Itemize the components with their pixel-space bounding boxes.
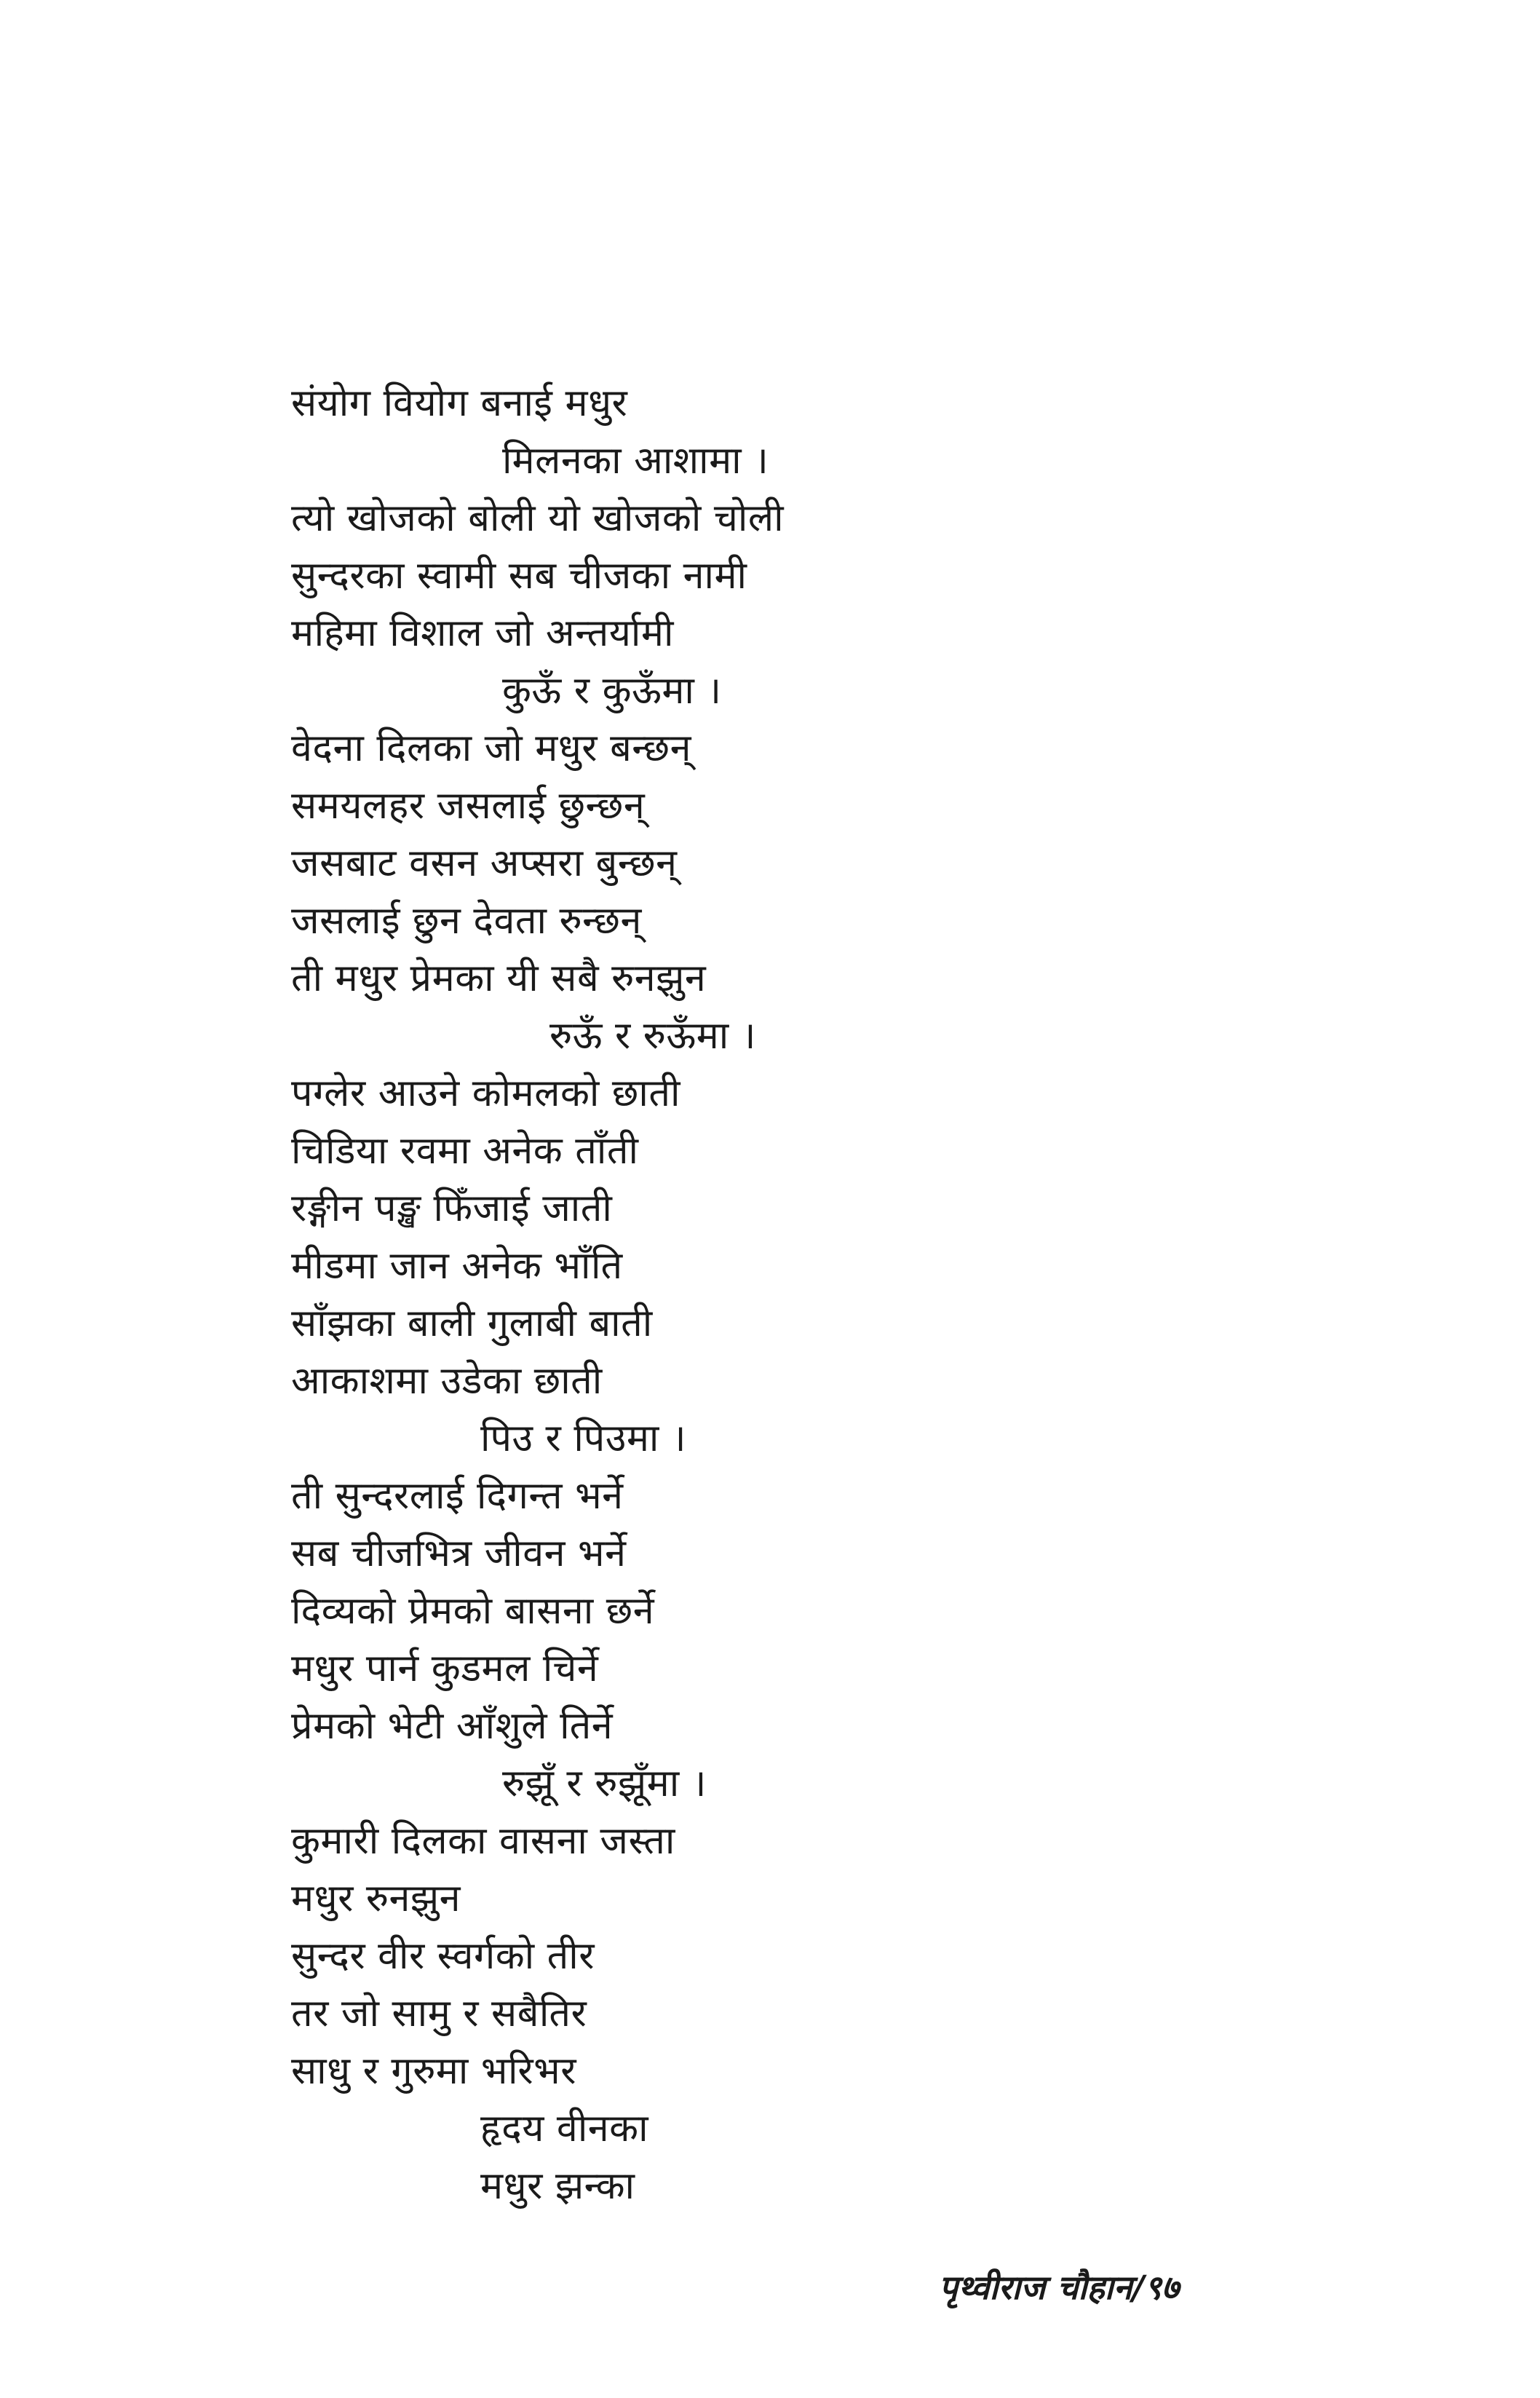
poem-line-18: आकाशमा उडेका छाती (291, 1359, 603, 1403)
poem-line-11: ती मधुर प्रेमका यी सबै रुनझुन (291, 957, 707, 1000)
poem-line-5: महिमा विशाल जो अन्तर्यामी (291, 612, 674, 655)
poem-line-16: मीडमा जान अनेक भाँति (291, 1244, 623, 1288)
poem-line-27: मधुर रुनझुन (291, 1877, 461, 1920)
poem-line-24: प्रेमको भेटी आँशुले तिर्ने (291, 1704, 614, 1748)
poem-line-2: मिलनका आशामा । (502, 439, 769, 483)
poem-line-29: तर जो सामु र सबैतिर (291, 1992, 587, 2035)
poem-line-30: साधु र गुरुमा भरिभर (291, 2049, 577, 2093)
poem-line-32: मधुर झन्का (480, 2164, 635, 2208)
poem-line-21: सब चीजभित्र जीवन भर्ने (291, 1532, 627, 1575)
poem-line-19: पिउ र पिउमा । (480, 1417, 687, 1460)
poem-line-13: पग्लेर आउने कोमलको छाती (291, 1072, 680, 1115)
page-footer: पृथ्वीराज चौहान/९७ (939, 2268, 1179, 2307)
poem-line-3: त्यो खोजको बोली यो खोजको चोली (291, 496, 785, 540)
poem-line-20: ती सुन्दरलाई दिगन्त भर्ने (291, 1474, 624, 1518)
poem-line-31: हृदय वीनका (480, 2107, 649, 2150)
poem-line-8: समयलहर जसलाई छुन्छन् (291, 784, 646, 828)
poem-line-4: सुन्दरका स्वामी सब चीजका नामी (291, 554, 747, 598)
poem-line-26: कुमारी दिलका वासना जस्ता (291, 1819, 675, 1863)
poem-line-14: चिडिया रवमा अनेक ताँती (291, 1129, 639, 1173)
poem-body (291, 375, 1383, 2215)
poem-line-12: रुऊँ र रुऊँमा । (549, 1014, 756, 1058)
poem-line-7: वेदना दिलका जो मधुर बन्छन् (291, 727, 691, 770)
poem-line-6: कुऊँ र कुऊँमा । (502, 669, 722, 713)
poem-line-9: जसबाट वसन अप्सरा बुन्छन् (291, 842, 678, 885)
poem-line-23: मधुर पार्न कुडमल चिर्ने (291, 1647, 599, 1690)
poem-line-17: साँझका बाली गुलाबी बाती (291, 1302, 653, 1345)
poem-line-25: रुझूँ र रुझूँमा । (502, 1762, 707, 1805)
poem-line-10: जसलाई छुन देवता रुन्छन् (291, 899, 642, 943)
poem-line-22: दिव्यको प्रेमको बासना छर्ने (291, 1589, 655, 1633)
poem-line-15: रङ्गीन पङ्ख फिँजाई जाती (291, 1187, 613, 1230)
poem-line-1: संयोग वियोग बनाई मधुर (291, 381, 628, 425)
poem-line-28: सुन्दर वीर स्वर्गको तीर (291, 1934, 595, 1978)
